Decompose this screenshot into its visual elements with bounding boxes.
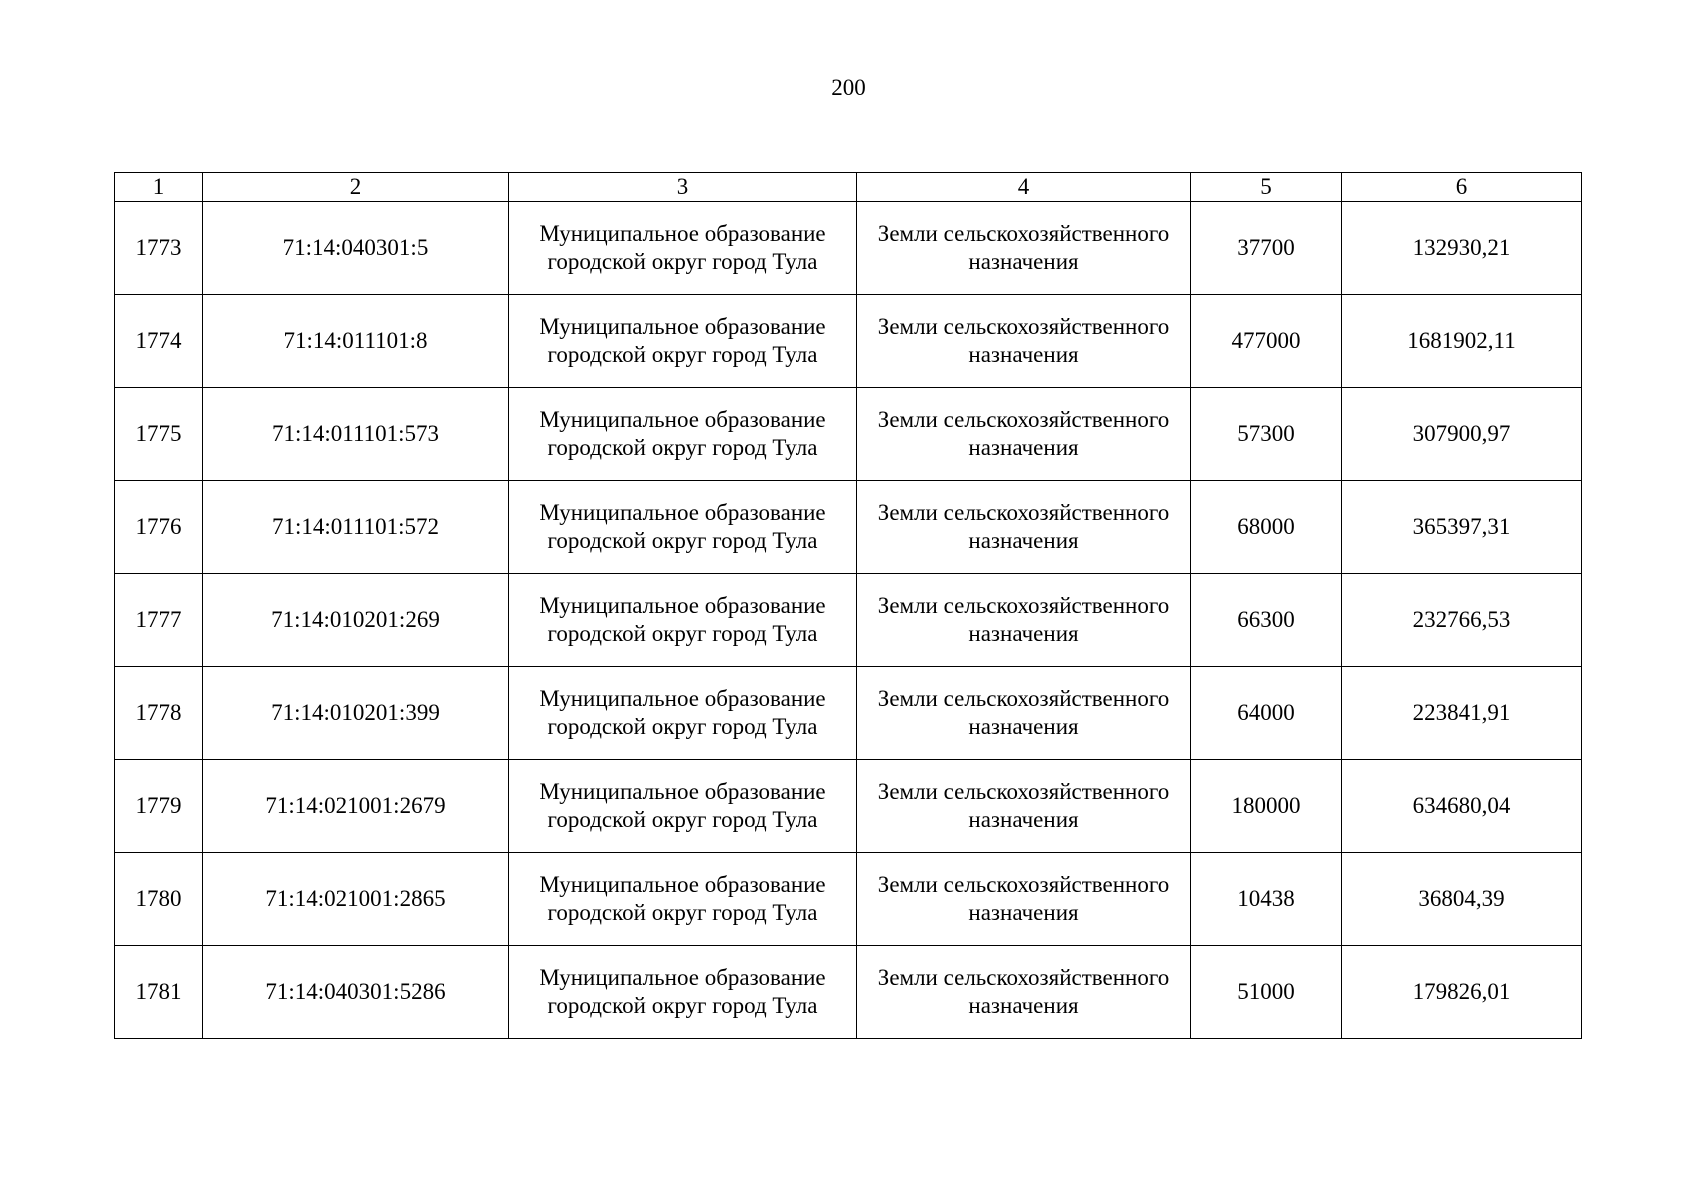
- table-header-row: [115, 173, 1582, 202]
- table-row: [115, 388, 1582, 481]
- value-cell: 179826,01: [1342, 946, 1582, 1039]
- table-row: [115, 667, 1582, 760]
- cadastral-number-cell: 71:14:010201:269: [203, 574, 509, 667]
- cadastral-number-cell: 71:14:021001:2865: [203, 853, 509, 946]
- area-cell: 180000: [1191, 760, 1342, 853]
- table-row: [115, 202, 1582, 295]
- table-row: [115, 295, 1582, 388]
- area-cell: 37700: [1191, 202, 1342, 295]
- value-cell: 36804,39: [1342, 853, 1582, 946]
- cadastral-number-cell: 71:14:011101:573: [203, 388, 509, 481]
- land-category-cell: Земли сельскохозяйственного назначения: [857, 667, 1191, 760]
- column-header-1: 1: [115, 173, 203, 202]
- land-category-cell: Земли сельскохозяйственного назначения: [857, 481, 1191, 574]
- area-cell: 51000: [1191, 946, 1342, 1039]
- row-number-cell: 1778: [115, 667, 203, 760]
- land-category-cell: Земли сельскохозяйственного назначения: [857, 946, 1191, 1039]
- area-cell: 68000: [1191, 481, 1342, 574]
- owner-cell: Муниципальное образование городской округ город Тула: [509, 760, 857, 853]
- row-number-cell: 1780: [115, 853, 203, 946]
- column-header-3: 3: [509, 173, 857, 202]
- owner-cell: Муниципальное образование городской округ город Тула: [509, 853, 857, 946]
- value-cell: 365397,31: [1342, 481, 1582, 574]
- owner-cell: Муниципальное образование городской округ город Тула: [509, 202, 857, 295]
- table-row: [115, 946, 1582, 1039]
- row-number-cell: 1781: [115, 946, 203, 1039]
- table-row: [115, 481, 1582, 574]
- row-number-cell: 1776: [115, 481, 203, 574]
- column-header-6: 6: [1342, 173, 1582, 202]
- row-number-cell: 1773: [115, 202, 203, 295]
- area-cell: 10438: [1191, 853, 1342, 946]
- owner-cell: Муниципальное образование городской округ город Тула: [509, 574, 857, 667]
- column-header-4: 4: [857, 173, 1191, 202]
- row-number-cell: 1774: [115, 295, 203, 388]
- owner-cell: Муниципальное образование городской округ город Тула: [509, 481, 857, 574]
- table-row: [115, 760, 1582, 853]
- area-cell: 64000: [1191, 667, 1342, 760]
- cadastral-number-cell: 71:14:040301:5286: [203, 946, 509, 1039]
- cadastral-number-cell: 71:14:011101:8: [203, 295, 509, 388]
- column-header-2: 2: [203, 173, 509, 202]
- land-category-cell: Земли сельскохозяйственного назначения: [857, 574, 1191, 667]
- table-row: [115, 574, 1582, 667]
- land-category-cell: Земли сельскохозяйственного назначения: [857, 295, 1191, 388]
- value-cell: 307900,97: [1342, 388, 1582, 481]
- value-cell: 132930,21: [1342, 202, 1582, 295]
- land-category-cell: Земли сельскохозяйственного назначения: [857, 853, 1191, 946]
- value-cell: 232766,53: [1342, 574, 1582, 667]
- value-cell: 634680,04: [1342, 760, 1582, 853]
- land-category-cell: Земли сельскохозяйственного назначения: [857, 388, 1191, 481]
- row-number-cell: 1777: [115, 574, 203, 667]
- value-cell: 1681902,11: [1342, 295, 1582, 388]
- page-number: 200: [831, 75, 866, 100]
- land-category-cell: Земли сельскохозяйственного назначения: [857, 202, 1191, 295]
- table-row: [115, 853, 1582, 946]
- cadastral-number-cell: 71:14:010201:399: [203, 667, 509, 760]
- area-cell: 57300: [1191, 388, 1342, 481]
- owner-cell: Муниципальное образование городской округ город Тула: [509, 667, 857, 760]
- owner-cell: Муниципальное образование городской округ город Тула: [509, 295, 857, 388]
- land-plots-table: [114, 172, 1582, 1039]
- land-category-cell: Земли сельскохозяйственного назначения: [857, 760, 1191, 853]
- value-cell: 223841,91: [1342, 667, 1582, 760]
- row-number-cell: 1775: [115, 388, 203, 481]
- owner-cell: Муниципальное образование городской округ город Тула: [509, 388, 857, 481]
- area-cell: 66300: [1191, 574, 1342, 667]
- cadastral-number-cell: 71:14:011101:572: [203, 481, 509, 574]
- column-header-5: 5: [1191, 173, 1342, 202]
- row-number-cell: 1779: [115, 760, 203, 853]
- cadastral-number-cell: 71:14:021001:2679: [203, 760, 509, 853]
- area-cell: 477000: [1191, 295, 1342, 388]
- cadastral-number-cell: 71:14:040301:5: [203, 202, 509, 295]
- owner-cell: Муниципальное образование городской округ город Тула: [509, 946, 857, 1039]
